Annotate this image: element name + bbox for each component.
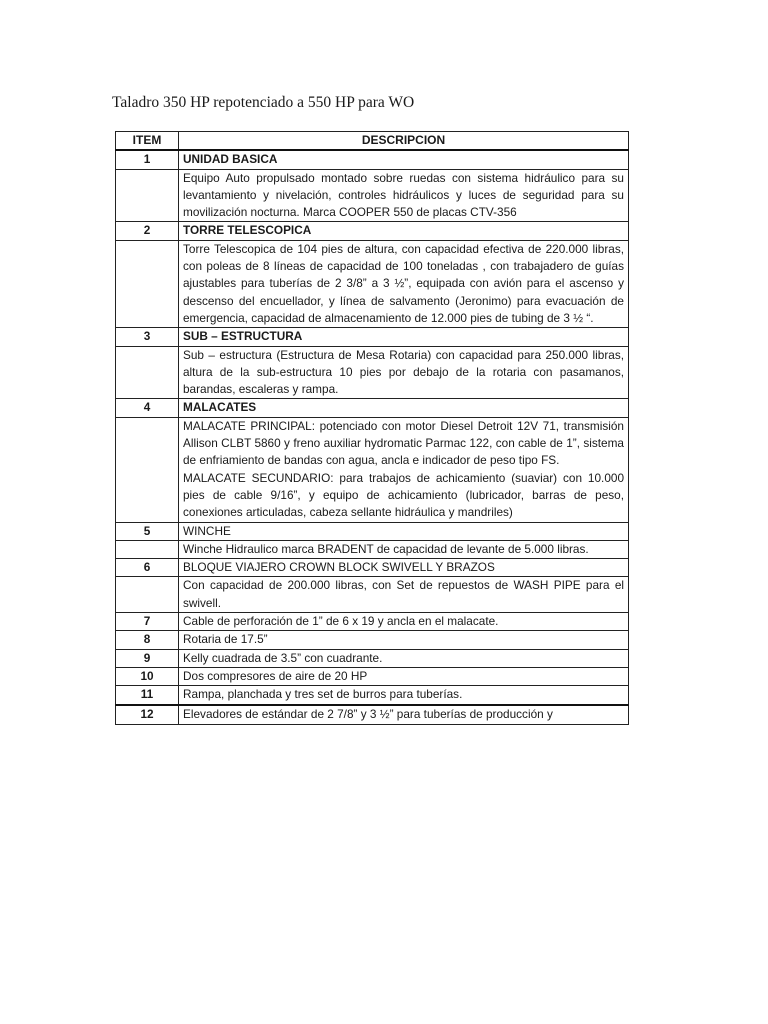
item-number: 8 [116,631,179,649]
item-description: Cable de perforación de 1” de 6 x 19 y ancla en el malacate. [179,613,629,631]
item-heading: UNIDAD BASICA [179,150,629,169]
table-row [116,705,629,725]
item-number: 7 [116,613,179,631]
item-description: MALACATE PRINCIPAL: potenciado con motor Diesel Detroit 12V 71, transmisión Allison CLBT 5860 y freno auxiliar hydromatic Parmac 122, con cable de 1”, sistema de enfriamiento de bandas con agua, ancla e indicador de peso tipo FS. MALACATE SECUNDARIO: para trabajos de achicamiento (suaviar) con 10.000 pies de cable 9/16”, y equipo de achicamiento (lubricador, barras de peso, conexiones articuladas, cabeza sellante hidráulica y mandriles) [179,417,629,522]
table-row [116,522,629,540]
empty-cell [116,417,179,522]
table-row [116,686,629,705]
table-row [116,613,629,631]
item-number: 10 [116,667,179,685]
table-row [116,346,629,399]
item-number: 5 [116,522,179,540]
item-heading: BLOQUE VIAJERO CROWN BLOCK SWIVELL Y BRAZOS [179,559,629,577]
table-row [116,667,629,685]
table-row [116,169,629,222]
item-description: Sub – estructura (Estructura de Mesa Rotaria) con capacidad para 250.000 libras, altura de la sub-estructura 10 pies por debajo de la rotaria con pasamanos, barandas, escaleras y rampa. [179,346,629,399]
item-description: Dos compresores de aire de 20 HP [179,667,629,685]
header-description: DESCRIPCION [179,132,629,151]
table-row [116,577,629,613]
empty-cell [116,169,179,222]
item-number: 1 [116,150,179,169]
item-heading: WINCHE [179,522,629,540]
item-heading: TORRE TELESCOPICA [179,222,629,240]
item-number: 11 [116,686,179,705]
item-heading: SUB – ESTRUCTURA [179,328,629,346]
item-description: Rampa, planchada y tres set de burros para tuberías. [179,686,629,705]
table-row [116,559,629,577]
item-number: 3 [116,328,179,346]
table-row [116,540,629,558]
item-description: Torre Telescopica de 104 pies de altura, con capacidad efectiva de 220.000 libras, con poleas de 8 líneas de capacidad de 100 toneladas , con trabajadero de guías ajustables para tuberías de 2 3/8” a 3 ½”, equipada con avión para el ascenso y descenso del encuellador, y línea de salvamento (Jeronimo) para evacuación de emergencia, capacidad de almacenamiento de 12.000 pies de tubing de 3 ½ “. [179,240,629,327]
table-row [116,399,629,417]
table-row [116,222,629,240]
table-row [116,417,629,522]
table-row [116,240,629,327]
document-title: Taladro 350 HP repotenciado a 550 HP para WO [112,94,415,111]
empty-cell [116,577,179,613]
table-header-row [116,132,629,151]
item-description: Equipo Auto propulsado montado sobre ruedas con sistema hidráulico para su levantamiento y nivelación, controles hidráulicos y luces de seguridad para su movilización nocturna. Marca COOPER 550 de placas CTV-356 [179,169,629,222]
table-row [116,649,629,667]
table-row [116,150,629,169]
item-description: Kelly cuadrada de 3.5” con cuadrante. [179,649,629,667]
item-number: 4 [116,399,179,417]
empty-cell [116,240,179,327]
item-number: 2 [116,222,179,240]
item-description: Con capacidad de 200.000 libras, con Set de repuestos de WASH PIPE para el swivell. [179,577,629,613]
item-description: Elevadores de estándar de 2 7/8” y 3 ½” para tuberías de producción y [179,705,629,725]
item-description: Rotaria de 17.5” [179,631,629,649]
item-number: 6 [116,559,179,577]
empty-cell [116,346,179,399]
table-row [116,328,629,346]
empty-cell [116,540,179,558]
equipment-table [115,131,629,725]
header-item: ITEM [116,132,179,151]
item-description: Winche Hidraulico marca BRADENT de capacidad de levante de 5.000 libras. [179,540,629,558]
table-row [116,631,629,649]
item-heading: MALACATES [179,399,629,417]
item-number: 9 [116,649,179,667]
item-number: 12 [116,705,179,725]
